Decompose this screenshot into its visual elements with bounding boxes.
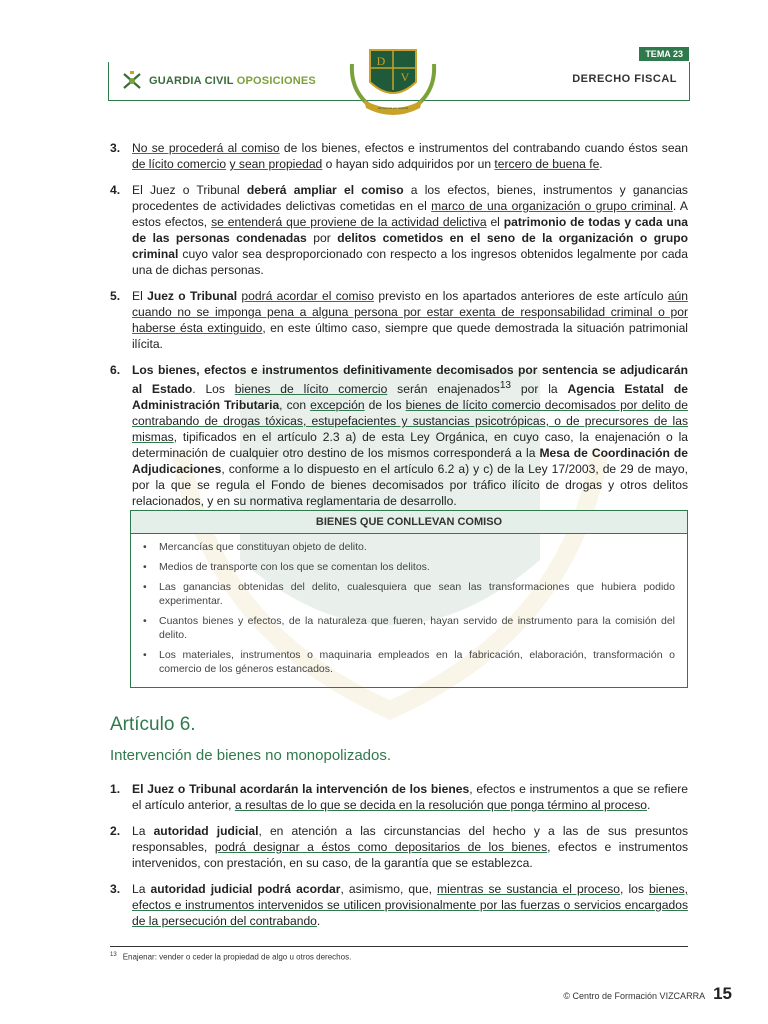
- info-box-item: • Los materiales, instrumentos o maquinaria empleados en la fabricación, elaboración, transformación o comercio de los géneros estancados.: [159, 648, 675, 676]
- footnote: [110, 952, 351, 962]
- item-number: 3.: [110, 141, 121, 155]
- info-box: [130, 510, 688, 688]
- crest-motto: Ad augusta per angusta: [377, 106, 409, 110]
- crest-letter-d: D: [376, 54, 386, 68]
- subject-title: DERECHO FISCAL: [572, 73, 677, 85]
- info-box-item: • Las ganancias obtenidas del delito, cualesquiera que sean las transformaciones que hubiera podido experimentar.: [159, 580, 675, 608]
- page-footer: [563, 984, 732, 1004]
- item-text: El Juez o Tribunal deberá ampliar el comiso a los efectos, bienes, instrumentos y ganancias procedentes de actividades delictivas cometidas en el marco de una organización o grupo criminal. A estos efectos, se entenderá que proviene de la actividad delictiva el patrimonio de todas y cada una de las personas condenadas por delitos cometidos en el seno de la organización o grupo criminal cuyo valor sea desproporcionado con respecto a los ingresos obtenidos legalmente por cada una de dichas personas.: [132, 183, 688, 277]
- article-paragraph: [110, 823, 688, 871]
- footnote-mark: 13: [110, 952, 117, 958]
- numbered-paragraph: [110, 182, 688, 278]
- item-number: 5.: [110, 289, 121, 303]
- item-text: La autoridad judicial podrá acordar, asimismo, que, mientras se sustancia el proceso, los bienes, efectos e instrumentos intervenidos se utilicen provisionalmente por las fuerzas o servicios encargados de la persecución del contrabando.: [132, 882, 689, 928]
- item-number: 1.: [110, 782, 121, 796]
- article-title: Artículo 6.: [110, 714, 196, 735]
- article-paragraph: [110, 881, 688, 929]
- info-box-list: [131, 534, 687, 676]
- brand-name-part2: OPOSICIONES: [236, 75, 316, 87]
- article-paragraphs: [110, 781, 688, 939]
- crest-logo-icon: [346, 44, 440, 116]
- item-text: No se procederá al comiso de los bienes, efectos e instrumentos del contrabando cuando éstos sean de lícito comercio y sean propiedad o hayan sido adquiridos por un tercero de buena fe.: [132, 141, 688, 171]
- numbered-paragraph: [110, 288, 688, 352]
- item-text: Los bienes, efectos e instrumentos definitivamente decomisados por sentencia se adjudicarán al Estado. Los bienes de lícito comercio serán enajenados$^{13}$ por la Agencia Estatal de Administración Tributaria, con excepción de los bienes de lícito comercio decomisados por delito de contrabando de drogas tóxicas, estupefacientes y sustancias psicotrópicas, o de precursores de las mismas, tipificados en el artículo 2.3 a) de esta Ley Orgánica, en cuyo caso, la enajenación o la determinación de cualquier otro destino de los mismos corresponderá a la Mesa de Coordinación de Adjudicaciones, conforme a lo dispuesto en el artículo 6.2 a) y c) de la Ley 17/2003, de 29 de mayo, por la que se regula el Fondo de bienes decomisados por tráfico ilícito de drogas y otros delitos relacionados, y en su normativa reglamentaria de desarrollo.: [132, 363, 689, 509]
- footnote-text: Enajenar: vender o ceder la propiedad de algo u otros derechos.: [122, 952, 352, 962]
- item-text: El Juez o Tribunal acordarán la intervención de los bienes, efectos e instrumentos a que se refiere el artículo anterior, a resultas de lo que se decida en la resolución que ponga término al proceso.: [132, 782, 688, 812]
- crest-letter-v: V: [400, 70, 410, 84]
- brand-name-part1: GUARDIA CIVIL: [149, 75, 237, 87]
- topic-badge: TEMA 23: [639, 47, 689, 61]
- numbered-paragraph: [110, 140, 688, 172]
- item-number: 2.: [110, 824, 121, 838]
- item-number: 6.: [110, 363, 121, 377]
- numbered-paragraph: [110, 362, 688, 509]
- item-text: La autoridad judicial, en atención a las circunstancias del hecho y a las de sus presuntos responsables, podrá designar a éstos como depositarios de los bienes, efectos e instrumentos intervenidos, con prestación, en su caso, de la garantía que se establezca.: [132, 824, 689, 870]
- item-number: 4.: [110, 183, 121, 197]
- guardia-civil-logo-icon: [121, 70, 143, 92]
- brand-name: [149, 75, 316, 87]
- item-number: 3.: [110, 882, 121, 896]
- footer-copyright: © Centro de Formación VIZCARRA: [563, 991, 706, 1001]
- page-number: 15: [713, 984, 732, 1003]
- brand: [121, 70, 316, 92]
- numbered-paragraphs: [110, 140, 688, 519]
- footnote-divider: [110, 946, 688, 947]
- info-box-item: • Cuantos bienes y efectos, de la naturaleza que fueren, hayan servido de instrumento para la comisión del delito.: [159, 614, 675, 642]
- article-paragraph: [110, 781, 688, 813]
- info-box-item: • Medios de transporte con los que se comentan los delitos.: [159, 560, 675, 574]
- info-box-title: BIENES QUE CONLLEVAN COMISO: [131, 511, 687, 534]
- info-box-item: • Mercancías que constituyan objeto de delito.: [159, 540, 675, 554]
- article-subtitle: Intervención de bienes no monopolizados.: [110, 747, 392, 764]
- item-text: El Juez o Tribunal podrá acordar el comiso previsto en los apartados anteriores de este artículo aún cuando no se imponga pena a alguna persona por estar exenta de responsabilidad criminal o por haberse ésta extinguido, en este último caso, siempre que quede demostrada la situación patrimonial ilícita.: [132, 289, 688, 351]
